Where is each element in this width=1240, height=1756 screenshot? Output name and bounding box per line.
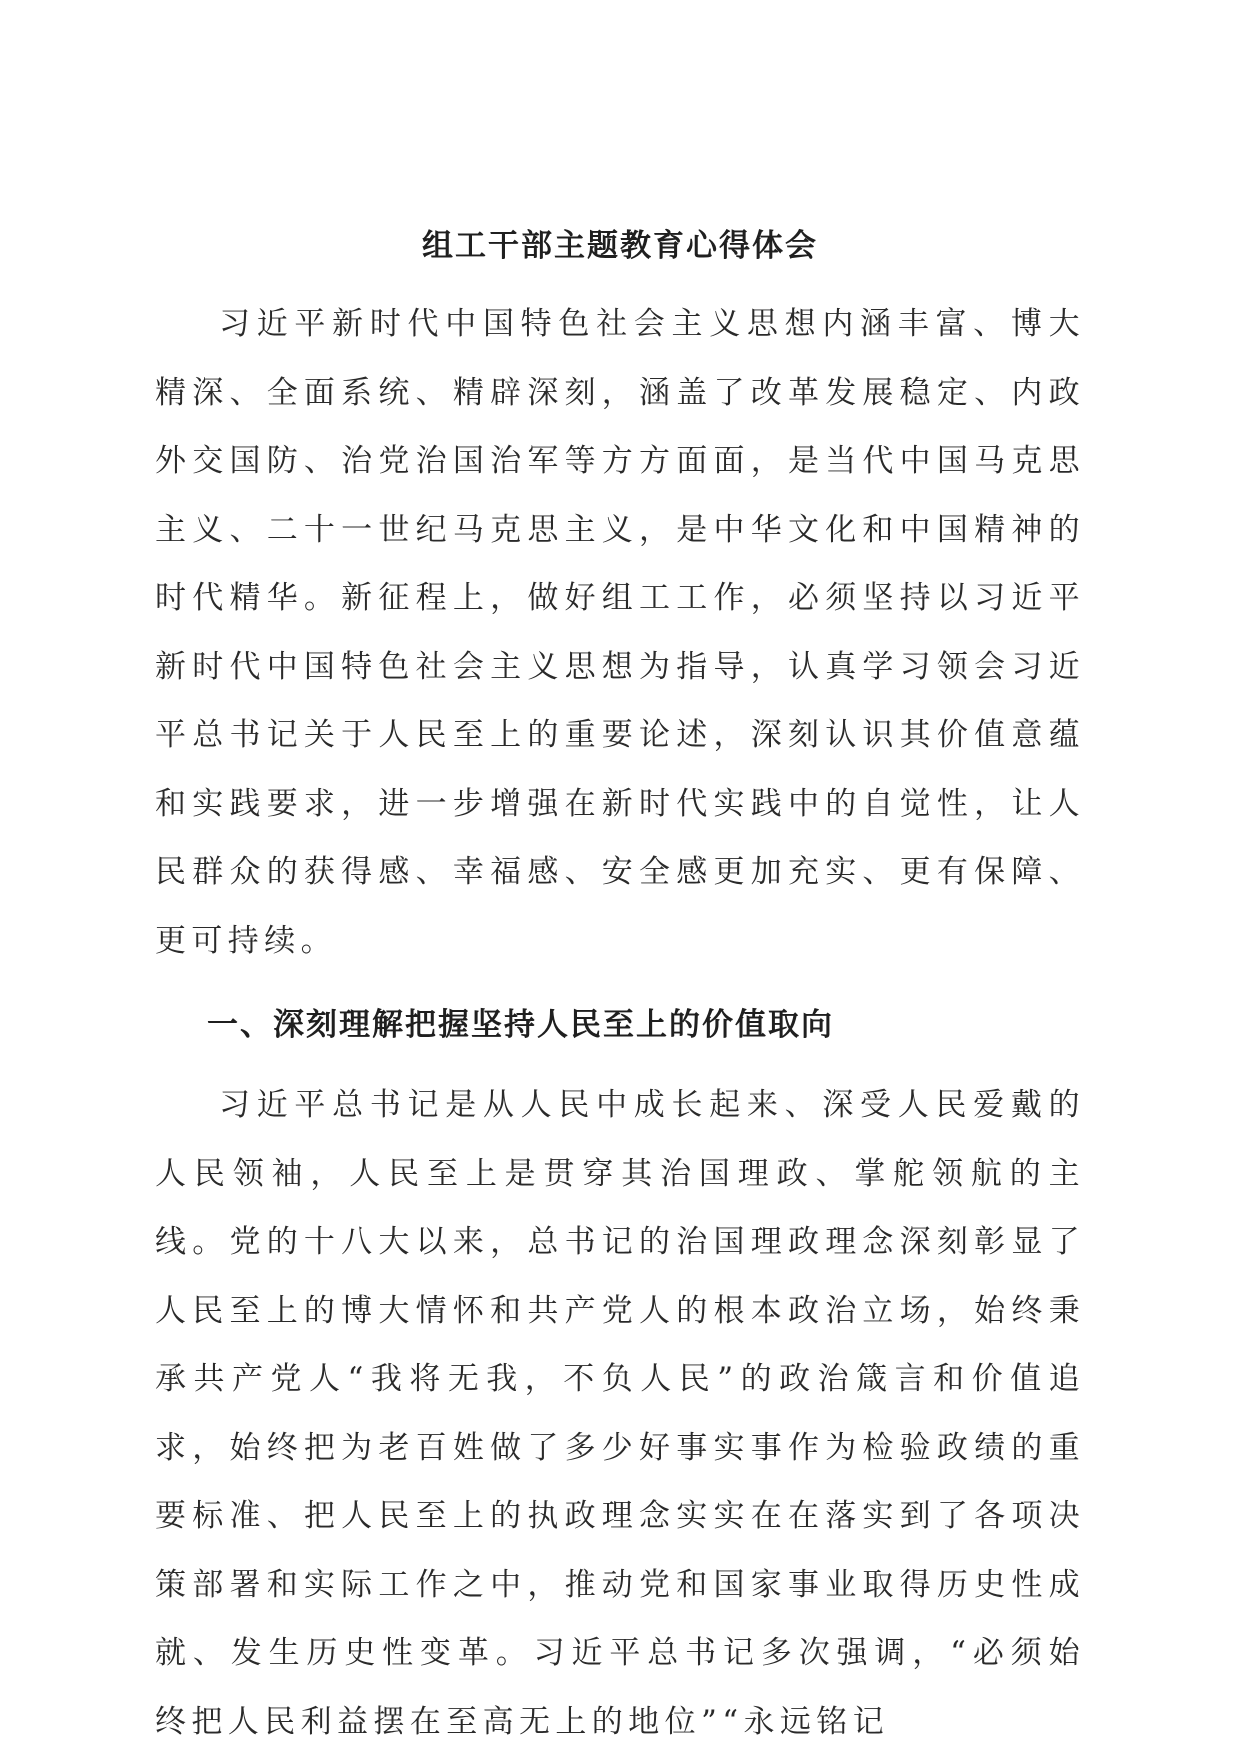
section-1-paragraph: 习近平总书记是从人民中成长起来、深受人民爱戴的人民领袖，人民至上是贯穿其治国理政、掌舵领航的主线。党的十八大以来，总书记的治国理政理念深刻彰显了人民至上的博大情怀和共产党人的根本政治立场，始终秉承共产党人“我将无我，不负人民”的政治箴言和价值追求，始终把为老百姓做了多少好事实事作为检验政绩的重要标准、把人民至上的执政理念实实在在落实到了各项决策部署和实际工作之中，推动党和国家事业取得历史性成就、发生历史性变革。习近平总书记多次强调，“必须始终把人民利益摆在至高无上的地位”“永远铭记 bbox=[155, 1087, 1085, 1740]
page-title: 组工干部主题教育心得体会 bbox=[422, 228, 818, 264]
intro-paragraph: 习近平新时代中国特色社会主义思想内涵丰富、博大精深、全面系统、精辟深刻，涵盖了改革发展稳定、内政外交国防、治党治国治军等方方面面，是当代中国马克思主义、二十一世纪马克思主义，是中华文化和中国精神的时代精华。新征程上，做好组工工作，必须坚持以习近平新时代中国特色社会主义思想为指导，认真学习领会习近平总书记关于人民至上的重要论述，深刻认识其价值意蕴和实践要求，进一步增强在新时代实践中的自觉性，让人民群众的获得感、幸福感、安全感更加充实、更有保障、更可持续。 bbox=[155, 306, 1085, 959]
section-heading-1: 一、深刻理解把握坚持人民至上的价值取向 bbox=[207, 1007, 834, 1043]
document-body bbox=[155, 218, 1085, 1756]
